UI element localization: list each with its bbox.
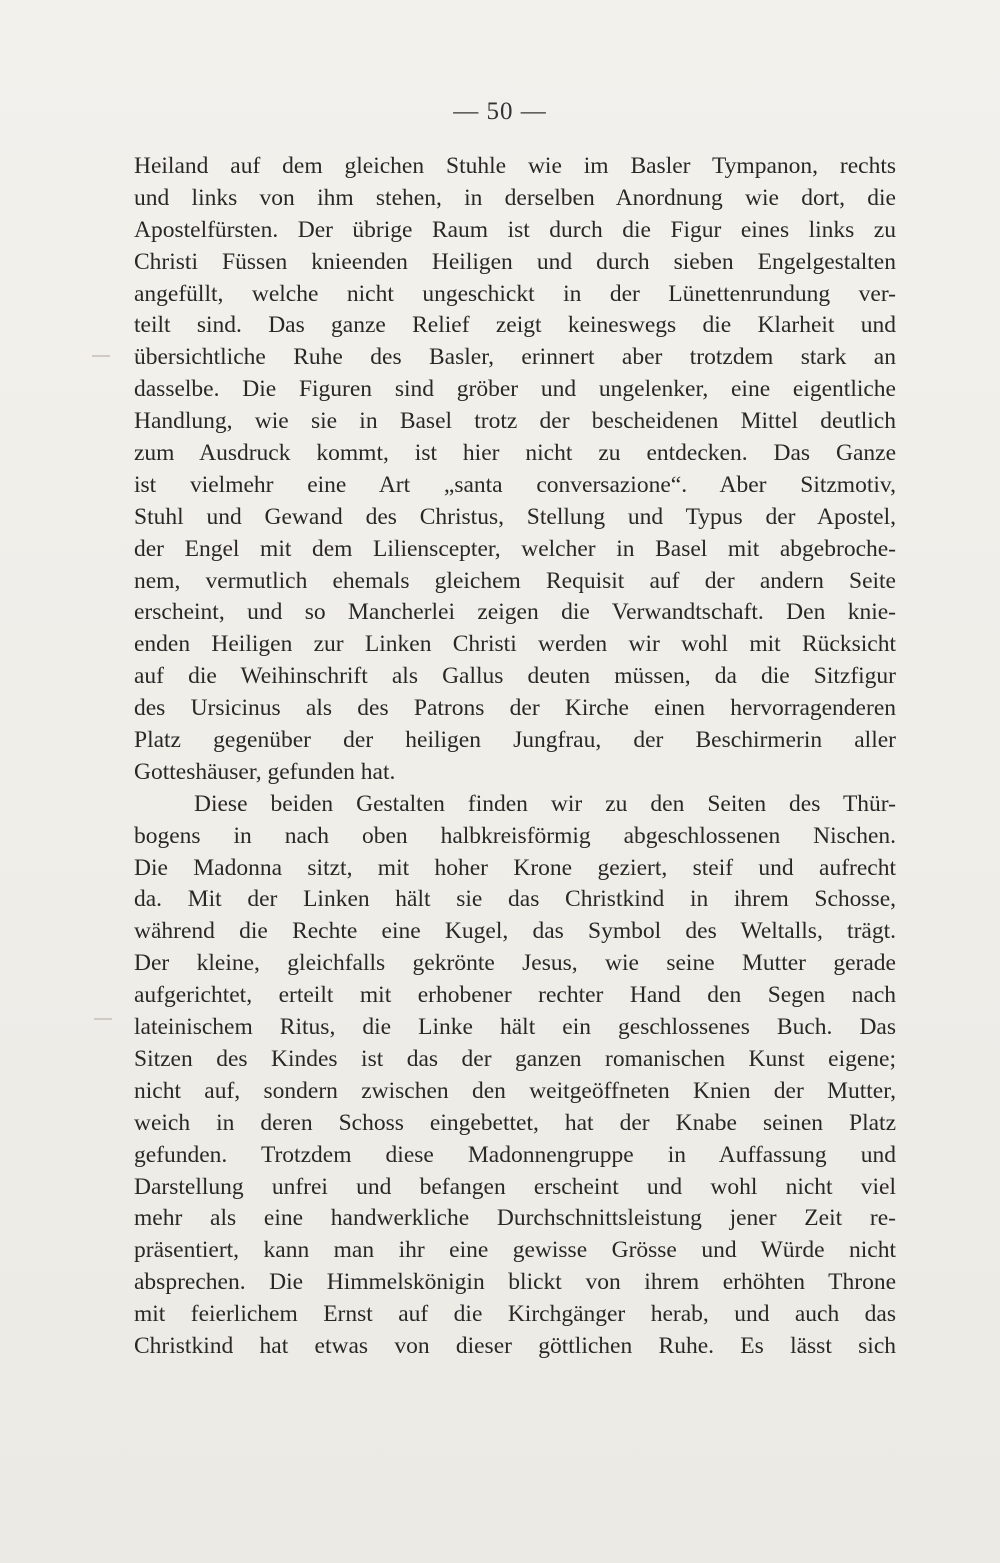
text-line: lateinischem Ritus, die Linke hält ein geschlossenes Buch. Das: [134, 1014, 896, 1041]
text-line: Stuhl und Gewand des Christus, Stellung und Typus der Apostel,: [134, 503, 896, 530]
paragraph-2: [134, 789, 896, 1363]
text-line: bogens in nach oben halbkreisförmig abgeschlossenen Nischen.: [134, 822, 896, 849]
text-line: da. Mit der Linken hält sie das Christkind in ihrem Schosse,: [134, 886, 896, 913]
page-number: — 50 —: [453, 98, 547, 125]
text-line: Die Madonna sitzt, mit hoher Krone geziert, steif und aufrecht: [134, 854, 896, 881]
text-line: Apostelfürsten. Der übrige Raum ist durch die Figur eines links zu: [134, 216, 896, 243]
text-line: mehr als eine handwerkliche Durchschnittsleistung jener Zeit re-: [134, 1205, 896, 1232]
text-line: Darstellung unfrei und befangen erscheint und wohl nicht viel: [134, 1173, 896, 1200]
margin-mark: [92, 355, 110, 357]
text-line: aufgerichtet, erteilt mit erhobener rechter Hand den Segen nach: [134, 982, 896, 1009]
text-line: präsentiert, kann man ihr eine gewisse Grösse und Würde nicht: [134, 1237, 896, 1264]
text-line: übersichtliche Ruhe des Basler, erinnert aber trotzdem stark an: [134, 344, 896, 371]
text-line: während die Rechte eine Kugel, das Symbol des Weltalls, trägt.: [134, 918, 896, 945]
text-line: Der kleine, gleichfalls gekrönte Jesus, wie seine Mutter gerade: [134, 950, 896, 977]
text-line: nicht auf, sondern zwischen den weitgeöffneten Knien der Mutter,: [134, 1077, 896, 1104]
text-line: Diese beiden Gestalten finden wir zu den Seiten des Thür-: [194, 790, 896, 817]
text-line: Handlung, wie sie in Basel trotz der bescheidenen Mittel deutlich: [134, 408, 896, 435]
text-line: gefunden. Trotzdem diese Madonnengruppe in Auffassung und: [134, 1141, 896, 1168]
text-line: erscheint, und so Mancherlei zeigen die Verwandtschaft. Den knie-: [134, 599, 896, 626]
text-line: mit feierlichem Ernst auf die Kirchgänger herab, und auch das: [134, 1301, 896, 1328]
text-line: des Ursicinus als des Patrons der Kirche einen hervorragenderen: [134, 695, 896, 722]
paragraph-1: [134, 151, 896, 789]
text-line: weich in deren Schoss eingebettet, hat der Knabe seinen Platz: [134, 1109, 896, 1136]
text-line: zum Ausdruck kommt, ist hier nicht zu entdecken. Das Ganze: [134, 440, 896, 467]
text-line: Christi Füssen knieenden Heiligen und durch sieben Engelgestalten: [134, 248, 896, 275]
text-line: absprechen. Die Himmelskönigin blickt von ihrem erhöhten Throne: [134, 1269, 896, 1296]
text-line: Platz gegenüber der heiligen Jungfrau, der Beschirmerin aller: [134, 727, 896, 754]
text-line: der Engel mit dem Lilienscepter, welcher in Basel mit abgebroche-: [134, 535, 896, 562]
text-line: auf die Weihinschrift als Gallus deuten müssen, da die Sitzfigur: [134, 663, 896, 690]
text-line: enden Heiligen zur Linken Christi werden wir wohl mit Rücksicht: [134, 631, 896, 658]
text-line: Gotteshäuser, gefunden hat.: [134, 758, 396, 785]
text-line: nem, vermutlich ehemals gleichem Requisit auf der andern Seite: [134, 567, 896, 594]
margin-mark: [94, 1018, 112, 1020]
text-line: Christkind hat etwas von dieser göttlichen Ruhe. Es lässt sich: [134, 1332, 896, 1359]
text-line: Heiland auf dem gleichen Stuhle wie im Basler Tympanon, rechts: [134, 153, 896, 179]
text-line: dasselbe. Die Figuren sind gröber und ungelenker, eine eigentliche: [134, 376, 896, 403]
text-line: und links von ihm stehen, in derselben Anordnung wie dort, die: [134, 184, 896, 211]
text-line: Sitzen des Kindes ist das der ganzen romanischen Kunst eigene;: [134, 1045, 896, 1072]
text-line: angefüllt, welche nicht ungeschickt in der Lünettenrundung ver-: [134, 280, 896, 307]
text-line: ist vielmehr eine Art „santa conversazione“. Aber Sitzmotiv,: [134, 471, 896, 498]
text-line: teilt sind. Das ganze Relief zeigt keineswegs die Klarheit und: [134, 312, 896, 339]
body-text: [134, 151, 896, 1363]
